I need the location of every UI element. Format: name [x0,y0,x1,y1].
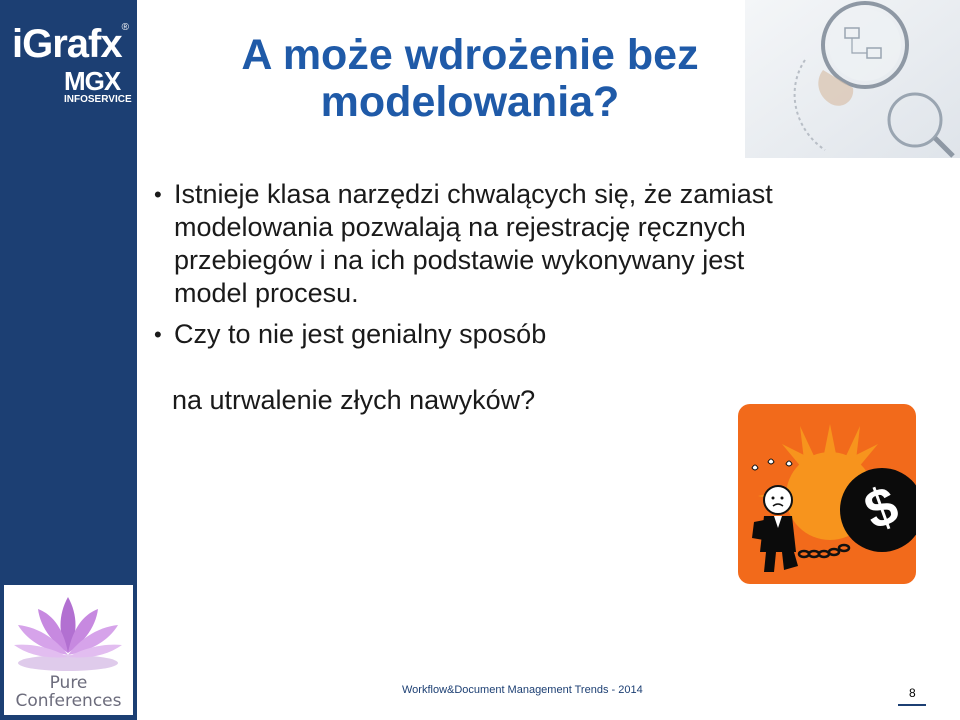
lotus-icon [4,585,133,675]
bullet-dot-icon: • [154,322,162,347]
bullet-item [152,318,912,351]
bullet-list [152,178,912,351]
bullet-dot-icon: • [154,182,162,207]
page-number-underline [898,704,926,706]
conference-name-line1: Pure [49,673,88,693]
logo-primary-text: iGrafx [12,22,122,66]
continuation-line: na utrwalenie złych nawyków? [172,385,536,415]
ball-and-chain-clipart [738,404,916,584]
conference-name-line2: Conferences [15,691,122,711]
brand-sidebar [0,0,137,720]
bullet-line: Czy to nie jest genialny sposób [174,319,547,349]
infoservice-logo: INFOSERVICE [64,94,132,105]
mgx-logo: MGX [64,66,121,96]
bullet-line: modelowania pozwalają na rejestrację ręcznych [174,212,746,242]
slide-title [160,32,780,126]
page-number: 8 [909,686,916,700]
title-line-1: A może wdrożenie bez [241,31,699,79]
footer-text: Workflow&Document Management Trends - 2014 [402,684,643,696]
bullet-line: przebiegów i na ich podstawie wykonywany jest [174,245,745,275]
bullet-line: model procesu. [174,278,359,308]
title-line-2: modelowania? [320,78,620,126]
bullet-item [152,178,912,310]
registered-mark: ® [121,22,128,33]
dollar-sign: $ [856,474,906,542]
pure-conferences-logo [4,585,133,715]
igrafx-logo [12,22,128,67]
bullet-line: Istnieje klasa narzędzi chwalących się, że zamiast [174,179,773,209]
